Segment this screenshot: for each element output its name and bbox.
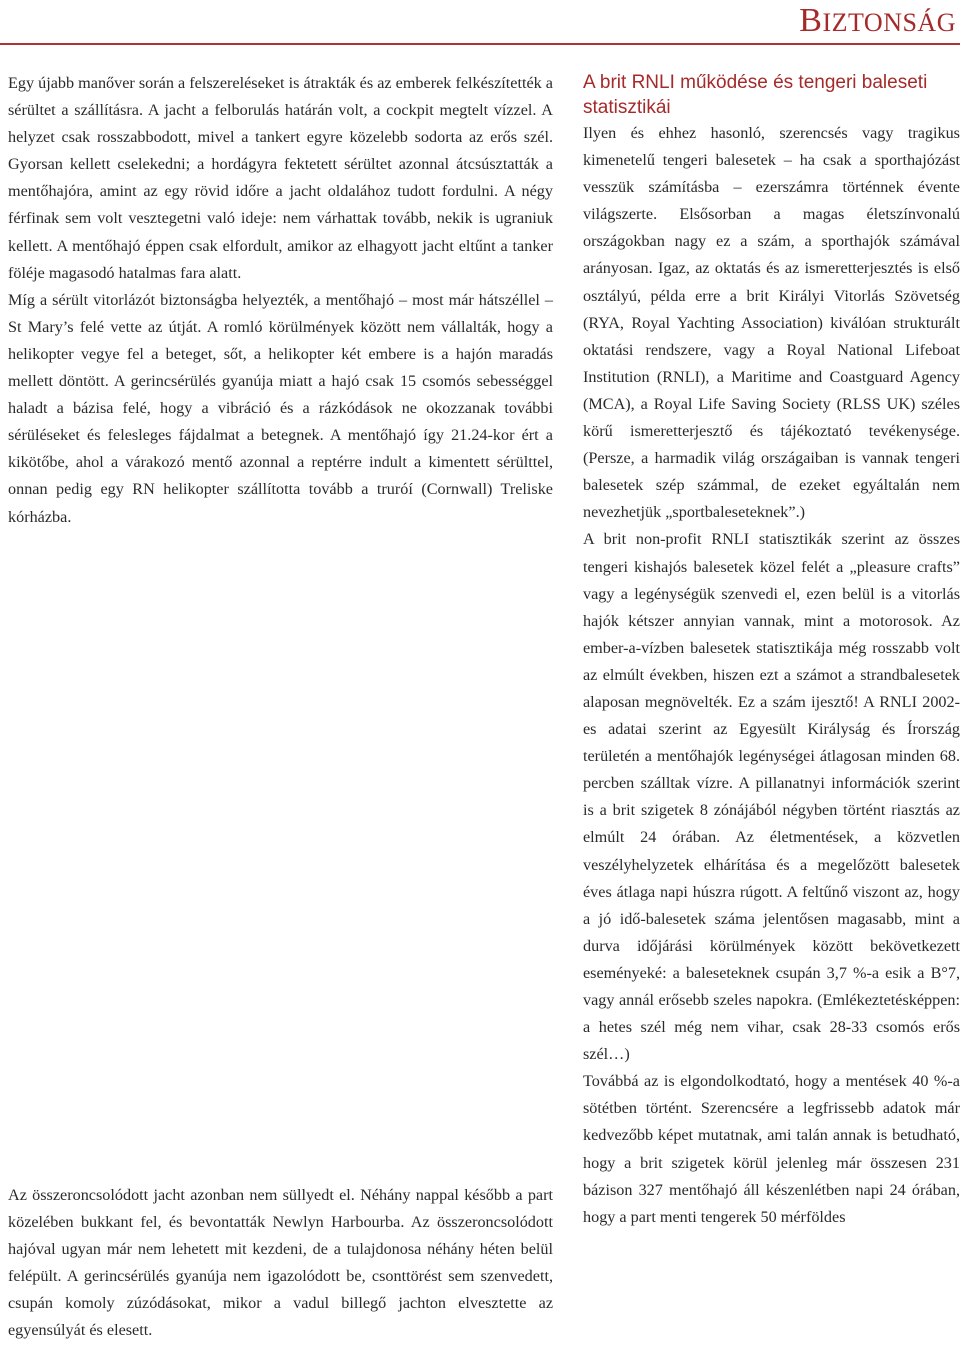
left-bottom-block (8, 1182, 553, 1345)
left-column (8, 70, 553, 531)
left-paragraph-1: Egy újabb manőver során a felszereléseket is átrakták és az emberek felkészítették a sérültet a szállításra. A jacht a felborulás határán volt, a cockpit megtelt vízzel. A helyzet csak rosszabbodott, mivel a tankert egyre közelebb sodorta az erős szél. Gyorsan kellett cselekedni; a hordágyra fektetett sérültet azonnal átcsúsztatták a mentőhajóra, amint az egy rövid időre a jacht oldalához tudott fordulni. A négy férfinak sem volt vesztegetni való ideje: nem várhattak tovább, nekik is ugraniuk kellett. A mentőhajó éppen csak elfordult, amikor az elhagyott jacht eltűnt a tanker föléje magasodó hatalmas fara alatt. (8, 74, 553, 282)
header-rule (0, 43, 960, 45)
section-title-rest: IZTONSÁG (822, 8, 956, 37)
section-title (799, 2, 956, 40)
section-subheading: A brit RNLI működése és tengeri baleseti statisztikái (583, 72, 928, 118)
section-title-initial: B (799, 2, 823, 39)
right-paragraph-2: A brit non-profit RNLI statisztikák szerint az összes tengeri kishajós balesetek közel felét a „pleasure crafts” vagy a legénységük szenvedi el, ezen belül is a vitorlás hajók kétszer annyian vannak, mint a motorosok. Az ember-a-vízben balesetek statisztikája még rosszabb volt az elmúlt években, hiszen ezt a számot a strandbalesetek alaposan megnövelték. Ez a szám ijesztő! A RNLI 2002-es adatai szerint az Egyesült Királyság és Írország területén a mentőhajók legénységei átlagosan minden 68. percben szálltak vízre. A pillanatnyi információk szerint is a brit szigetek 8 zónájából négyben történt riasztás az elmúlt 24 órában. Az életmentések, a közvetlen veszélyhelyzetek elhárítása és a megelőzött balesetek éves átlaga napi húszra rúgott. A feltűnő viszont az, hogy a jó idő-balesetek száma jelentősen magasabb, mint a durva időjárási körülmények között bekövetkezett eseményeké: a baleseteknek csupán 3,7 %-a esik a B°7, vagy annál erősebb szeles napokra. (Emlékeztetésképpen: a hetes szél még nem vihar, csak 28-33 csomós erős szél…) (583, 530, 960, 1064)
right-paragraph-3: Továbbá az is elgondolkodtató, hogy a mentések 40 %-a sötétben történt. Szerencsére a legfrissebb adatok már kedvezőbb képet mutatnak, ami talán annak is betudható, hogy a brit szigetek körül jelenleg már összesen 231 bázison 327 mentőhajó áll készenlétben napi 24 órában, hogy a part menti tengerek 50 mérföldes (583, 1072, 960, 1226)
right-paragraph-1: Ilyen és ehhez hasonló, szerencsés vagy tragikus kimenetelű tengeri balesetek – ha csak a sporthajózást vesszük számításba – ezerszámra történnek évente világszerte. Elsősorban a magas életszínvonalú országokban nagy ez a szám, a sporthajók számával arányosan. Igaz, az oktatás és az ismeretterjesztés is első osztályú, példa erre a brit Királyi Vitorlás Szövetség (RYA, Royal Yachting Association) kiválóan strukturált oktatási rendszere, vagy a Royal National Lifeboat Institution (RNLI), a Maritime and Coastguard Agency (MCA), a Royal Life Saving Society (RLSS UK) széles körű ismeretterjesztő és tájékoztató tevékenysége. (Persze, a harmadik világ országaiban is vannak tengeri balesetek szép számmal, de ezeket egyáltalán nem nevezhetjük „sportbaleseteknek”.) (583, 124, 960, 522)
left-paragraph-3: Az összeroncsolódott jacht azonban nem süllyedt el. Néhány nappal később a part közelében bukkant fel, és bevontatták Newlyn Harbourba. Az összeroncsolódott hajóval ugyan már nem lehetett mit kezdeni, de a tulajdonosa néhány héten belül felépült. A gerincsérülés gyanúja nem igazolódott be, csonttörést sem szenvedett, csupán komoly zúzódásokat, mikor a vadul billegő jachton elvesztette az egyensúlyát és elesett. (8, 1186, 553, 1340)
right-column (583, 70, 960, 1231)
left-paragraph-2: Míg a sérült vitorlázót biztonságba helyezték, a mentőhajó – most már hátszéllel – St Mary’s felé vette az útját. A romló körülmények között nem vállalták, hogy a helikopter vegye fel a beteget, sőt, a helikopter két embere is a hajón maradás mellett döntött. A gerincsérülés gyanúja miatt a hajó csak 15 csomós sebességgel haladt a bázisa felé, hogy a vibráció és a rázkódások ne okozzanak további sérüléseket és felesleges fájdalmat a betegnek. A mentőhajó így 21.24-kor ért a kikötőbe, ahol a várakozó mentő azonnal a reptérre indult a kimentett sérülttel, onnan pedig egy RN helikopter szállította tovább a truróí (Cornwall) Treliske kórházba. (8, 290, 553, 526)
